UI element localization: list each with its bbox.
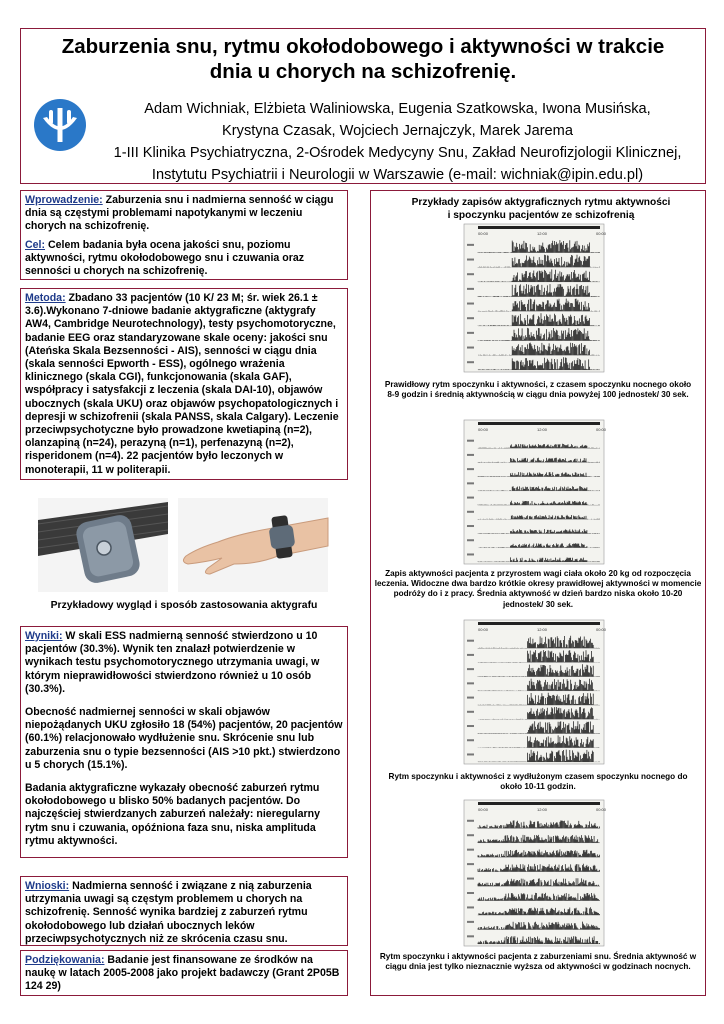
- intro-paragraph: [25, 194, 343, 234]
- actigraphy-section-title: [376, 196, 706, 222]
- authors-line-1: Adam Wichniak, Elżbieta Waliniowska, Eugenia Szatkowska, Iwona Musińska,: [144, 101, 651, 117]
- conclusions-text: Nadmierna senność i związane z nią zaburzenia utrzymania uwagi są częstym problemem u chorych na schizofrenię. Senność wynika bardziej z zaburzeń rytmu okołodobowego lub działań ubocznych leków przeciwpsychotycznych niż ze skrócenia czasu snu.: [25, 880, 312, 945]
- intro-box: [20, 190, 348, 280]
- aim-label: Cel:: [25, 238, 46, 251]
- axis-time-label: 00:00: [596, 427, 607, 432]
- axis-time-label: 12:00: [537, 427, 548, 432]
- actigraphy-title-line-1: Przykłady zapisów aktygraficznych rytmu aktywności: [411, 197, 671, 208]
- acknowledgements-box: [20, 950, 348, 996]
- results-label: Wyniki:: [25, 630, 63, 642]
- axis-time-label: 00:00: [596, 231, 607, 236]
- actigram-normal-rhythm: [464, 224, 607, 372]
- method-paragraph: [25, 292, 343, 477]
- aim-paragraph: [25, 239, 343, 279]
- results-paragraph-1: [25, 630, 343, 696]
- poster-title: [30, 34, 696, 84]
- photo-caption: Przykładowy wygląd i sposób zastosowania aktygrafu: [50, 600, 318, 611]
- intro-label: Wprowadzenie:: [25, 194, 103, 206]
- acknowledgements-text: Badanie jest finansowane ze środków na naukę w latach 2005-2008 jako projekt badawczy (Grant 2P05B 124 29): [25, 954, 340, 993]
- title-line-1: Zaburzenia snu, rytmu okołodobowego i aktywności w trakcie: [61, 35, 665, 58]
- actigraph-device-photo: [38, 498, 168, 592]
- method-text: Zbadano 33 pacjentów (10 K/ 23 M; śr. wiek 26.1 ± 3.6).Wykonano 7-dniowe badanie aktygraficzne (aktygrafy AW4, Cambridge Neurotechnology), testy psychomotoryczne, badanie EEG oraz standaryzowane skale oceny: jakości snu (Ateńska Skala Bezsenności - AIS), senności w ciągu dnia (skala senności Epworth - ESS), ogólnego wrażenia klinicznego (skala CGI), funkcjonowania (skala GAF), współpracy i satysfakcji z leczenia (skala DAI-10), objawów ubocznych (skala UKU) oraz objawów psychopatologicznych i depresji w schizofrenii (skala PANSS, skala Calgary). Leczenie przeciwpsychotyczne było prowadzone kwetiapiną (n=2), olanzapiną (n=24), perazyną (n=1), perfenazyną (n=2), risperidonem (n=4). 22 pacjentów było leczonych w monoterapii, 11 w politerapii.: [25, 292, 339, 476]
- caption-sleep-disorder: Rytm spoczynku i aktywności pacjenta z zaburzeniami snu. Średnia aktywność w ciągu dnia jest tylko nieznacznie wyższa od aktywności w godzinach nocnych.: [379, 952, 697, 972]
- actigram-long-sleep: [464, 620, 607, 764]
- axis-time-label: 00:00: [478, 807, 489, 812]
- axis-time-label: 00:00: [478, 231, 489, 236]
- method-label: Metoda:: [25, 292, 66, 304]
- title-line-2: dnia u chorych na schizofrenię.: [209, 60, 517, 83]
- acknowledgements-label: Podziękowania:: [25, 954, 105, 966]
- actigraphy-title-line-2: i spoczynku pacjentów ze schizofrenią: [447, 210, 635, 221]
- affiliation-line-2: Instytutu Psychiatrii i Neurologii w Warszawie (e-mail: wichniak@ipin.edu.pl): [151, 167, 644, 183]
- axis-time-label: 00:00: [596, 807, 607, 812]
- acknowledgements-paragraph: [25, 954, 343, 994]
- authors-line-2: Krystyna Czasak, Wojciech Jernajczyk, Marek Jarema: [222, 123, 573, 139]
- institute-logo-icon: [33, 98, 87, 152]
- intro-text: Zaburzenia snu i nadmierna senność w ciągu dnia są częstymi problemami napotykanymi w leczeniu chorych na schizofrenię.: [25, 194, 334, 233]
- axis-time-label: 12:00: [537, 627, 548, 632]
- conclusions-paragraph: [25, 880, 343, 946]
- axis-time-label: 00:00: [596, 627, 607, 632]
- aim-text: Celem badania była ocena jakości snu, poziomu aktywności, rytmu okołodobowego snu i czuwania oraz senności u chorych na schizofrenię.: [25, 238, 305, 278]
- results-text-1: W skali ESS nadmierną senność stwierdzono u 10 pacjentów (30.3%). Wynik ten znalazł potwierdzenie w wynikach testu psychomotorycznego utrzymania uwagi, w którym nieprawidłowości stwierdzono również u 10 osób (30.3%).: [25, 630, 320, 695]
- method-box: [20, 288, 348, 480]
- conclusions-label: Wnioski:: [25, 880, 70, 892]
- axis-time-label: 12:00: [537, 807, 548, 812]
- authors-block: [95, 98, 700, 186]
- caption-low-activity: Zapis aktywności pacjenta z przyrostem wagi ciała około 20 kg od rozpoczęcia leczenia. Widoczne dwa bardzo krótkie okresy prawidłowej aktywności w momencie podróży do i z pracy. Średnia aktywność w dzień bardzo niska około 10-20 jednostek/ 30 sek.: [374, 569, 702, 609]
- actigraph-on-wrist-photo: [178, 498, 328, 592]
- results-box: [20, 626, 348, 858]
- axis-time-label: 00:00: [478, 427, 489, 432]
- conclusions-box: [20, 876, 348, 946]
- actigram-low-activity: [464, 420, 607, 564]
- results-paragraph-3: Badania aktygraficzne wykazały obecność zaburzeń rytmu okołodobowego u blisko 50% badanych pacjentów. Do najczęściej stwierdzanych zaburzeń należały: nieregularny rytm snu i czuwania, opóźniona faza snu, niska amplituda rytmu aktywności.: [25, 782, 320, 847]
- caption-normal-rhythm: Prawidłowy rytm spoczynku i aktywności, z czasem spoczynku nocnego około 8-9 godzin i średnią aktywnością w ciągu dnia powyżej 100 jednostek/ 30 sek.: [384, 380, 692, 400]
- results-paragraph-2: Obecność nadmiernej senności w skali objawów niepożądanych UKU zgłosiło 18 (54%) pacjentów, 20 pacjentów (60.1%) relacjonowało wydłużenie snu. Skrócenie snu lub zaburzenia snu o typie bezsenności (AIS >10 pkt.) stwierdzono u 5 chorych (15.1%).: [25, 706, 343, 771]
- affiliation-line-1: 1-III Klinika Psychiatryczna, 2-Ośrodek Medycyny Snu, Zakład Neurofizjologii Klinicznej,: [113, 145, 682, 161]
- axis-time-label: 12:00: [537, 231, 548, 236]
- caption-long-sleep: Rytm spoczynku i aktywności z wydłużonym czasem spoczynku nocnego do około 10-11 godzin.: [388, 772, 688, 792]
- actigram-sleep-disorder: [464, 800, 607, 946]
- axis-time-label: 00:00: [478, 627, 489, 632]
